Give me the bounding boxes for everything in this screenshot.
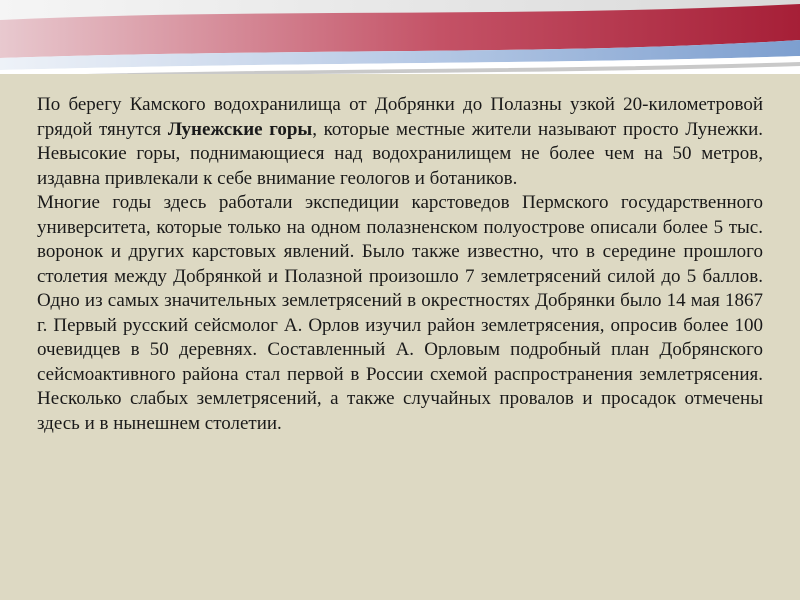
text-block	[37, 93, 763, 436]
emphasis-lunezh-hills: Лунежские горы	[167, 118, 313, 140]
paragraph-1-end: , которые местные жители называют просто Лунежки. Невысокие горы, поднимающиеся над водохранилищем не более чем на 50 метров, издавна привлекали к себе внимание геологов и ботаников.	[37, 118, 763, 189]
paragraph-lunezh-hills	[37, 93, 763, 191]
paragraph-1-start: По берегу Камского водохранилища от Добрянки до Полазны узкой 20-километровой грядой тянутся	[37, 94, 763, 140]
paragraph-karst-earthquakes: Многие годы здесь работали экспедиции карстоведов Пермского государственного университета, которые только на одном полазненском полуострове описали более 5 тыс. воронок и других карстовых явлений. Было также известно, что в середине прошлого столетия между Добрянкой и Полазной произошло 7 землетрясений силой до 5 баллов. Одно из самых значительных землетрясений в окрестностях Добрянки было 14 мая 1867 г. Первый русский сейсмолог А. Орлов изучил район землетрясения, опросив более 100 очевидцев в 50 деревнях. Составленный А. Орловым подробный план Добрянского сейсмоактивного района стал первой в России схемой распространения землетрясения. Несколько слабых землетрясений, а также случайных провалов и просадок отмечены здесь и в нынешнем столетии.	[37, 192, 763, 434]
